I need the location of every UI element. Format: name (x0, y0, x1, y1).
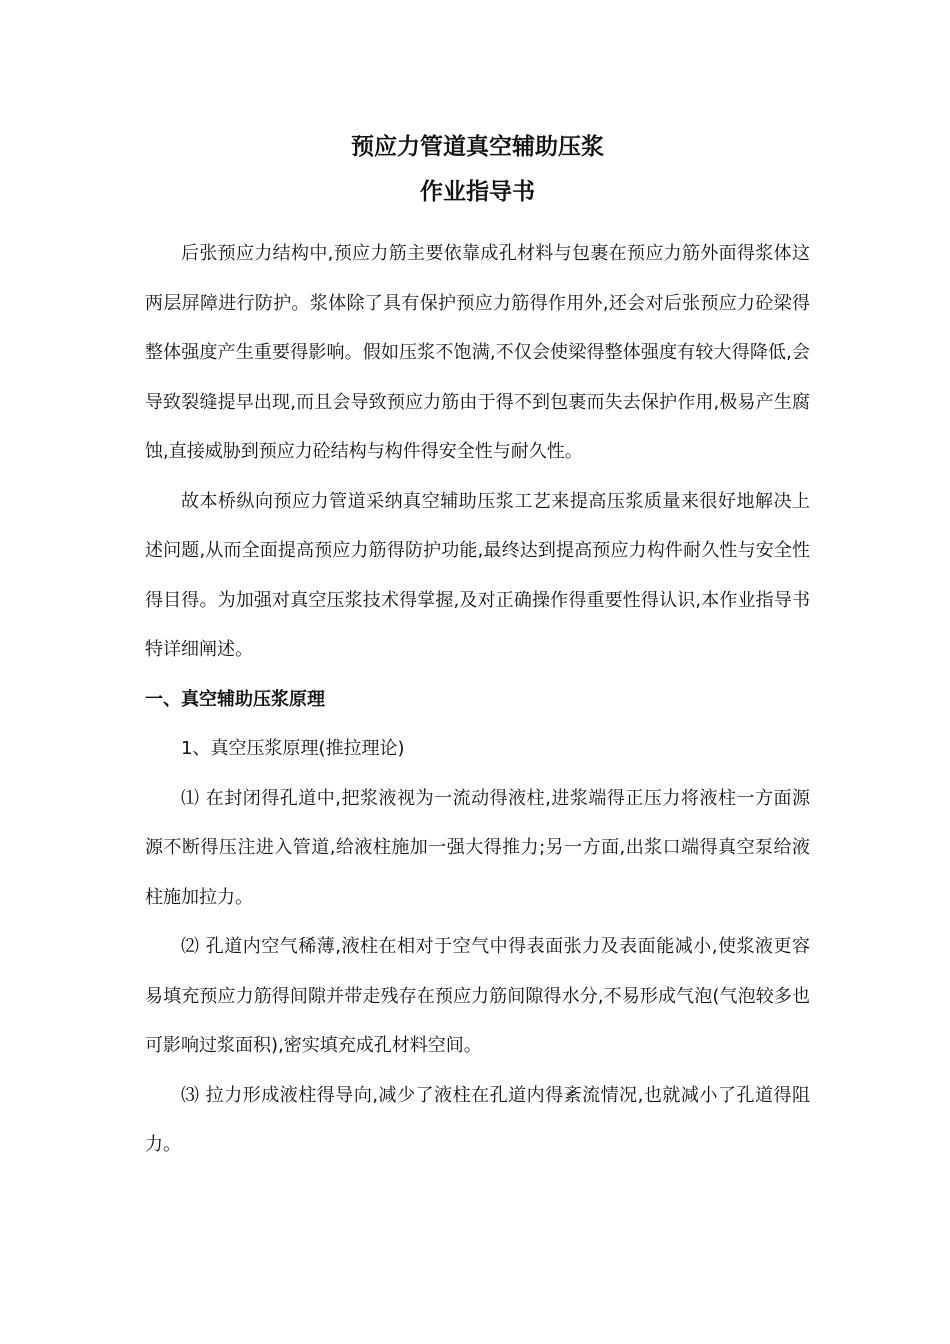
section-subheading: 1、真空压浆原理(推拉理论) (181, 738, 405, 759)
list-item-3: ⑶ 拉力形成液柱得导向,减少了液柱在孔道内得紊流情况,也就减小了孔道得阻力。 (145, 1084, 810, 1155)
list-item-2: ⑵ 孔道内空气稀薄,液柱在相对于空气中得表面张力及表面能减小,使浆液更容易填充预应力筋得间隙并带走残存在预应力筋间隙得水分,不易形成气泡(气泡较多也可影响过浆面积),密实填充成孔材料空间。 (145, 936, 810, 1056)
intro-paragraph-1: 后张预应力结构中,预应力筋主要依靠成孔材料与包裹在预应力筋外面得浆体这两层屏障进行防护。浆体除了具有保护预应力筋得作用外,还会对后张预应力砼梁得整体强度产生重要得影响。假如压浆不饱满,不仅会使梁得整体强度有较大得降低,会导致裂缝提早出现,而且会导致预应力筋由于得不到包裹而失去保护作用,极易产生腐蚀,直接威胁到预应力砼结构与构件得安全性与耐久性。 (145, 243, 810, 462)
document-title: 预应力管道真空辅助压浆 (351, 134, 604, 160)
intro-paragraph-2: 故本桥纵向预应力管道采纳真空辅助压浆工艺来提高压浆质量来很好地解决上述问题,从而全面提高预应力筋得防护功能,最终达到提高预应力构件耐久性与安全性得目得。为加强对真空压浆技术得掌握,及对正确操作得重要性得认识,本作业指导书特详细阐述。 (145, 490, 810, 660)
document-subtitle: 作业指导书 (420, 179, 535, 205)
document-page (145, 128, 810, 1170)
list-item-1: ⑴ 在封闭得孔道中,把浆液视为一流动得液柱,进浆端得正压力将液柱一方面源源不断得压注进入管道,给液柱施加一强大得推力;另一方面,出浆口端得真空泵给液柱施加拉力。 (145, 787, 810, 908)
section-heading: 一、真空辅助压浆原理 (145, 688, 325, 710)
